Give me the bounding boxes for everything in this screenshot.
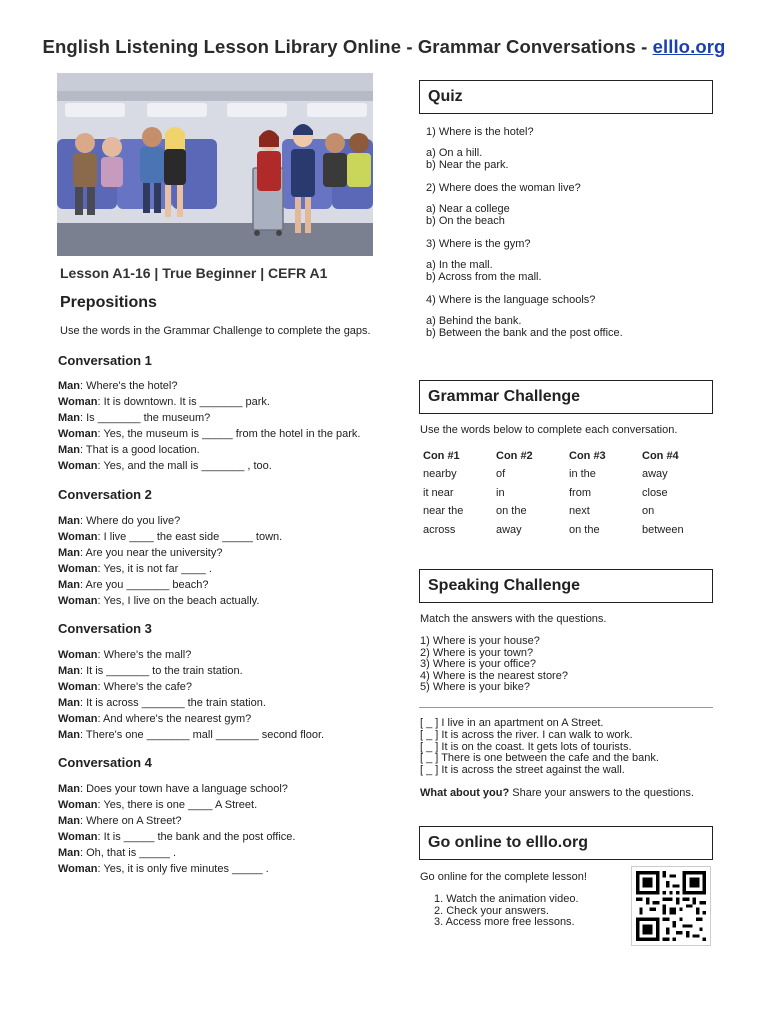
quiz-option: a) On a hill. — [426, 147, 483, 159]
go-online-steps — [434, 894, 579, 929]
speaking-questions — [420, 636, 568, 694]
quiz-option: b) Across from the mall. — [426, 270, 542, 283]
speaking-answer: [ _ ] It is across the river. I can walk to work. — [420, 728, 633, 741]
dialogue-line — [58, 561, 398, 577]
quiz-option: a) In the mall. — [426, 259, 493, 271]
conversation-2 — [58, 513, 398, 609]
line-text: : It is _______ to the train station. — [80, 665, 243, 677]
quiz-option: b) On the beach — [426, 214, 505, 227]
table-cell: away — [642, 468, 668, 480]
table-cell: nearby — [423, 468, 457, 480]
what-about-you — [420, 787, 694, 799]
quiz-item — [426, 294, 716, 339]
speaker: Man — [58, 847, 80, 859]
speaker: Man — [58, 547, 80, 559]
dialogue-line — [58, 529, 398, 545]
line-text: : And where's the nearest gym? — [97, 713, 252, 725]
table-cell: in — [496, 486, 505, 499]
speaking-answers — [420, 718, 659, 777]
speaker: Woman — [58, 460, 98, 472]
column-header: Con #1 — [423, 450, 460, 462]
line-text: : Is _______ the museum? — [80, 412, 211, 424]
quiz-option: b) Between the bank and the post office. — [426, 326, 623, 339]
quiz-option: b) Near the park. — [426, 158, 509, 171]
speaking-answer: [ _ ] I live in an apartment on A Street. — [420, 717, 604, 729]
table-cell: it near — [423, 486, 454, 499]
quiz-option: a) Near a college — [426, 203, 510, 215]
list-item: 1. Watch the animation video. — [434, 893, 579, 905]
page-title — [0, 36, 768, 58]
speaker: Man — [58, 579, 80, 591]
grammar-challenge-title: Grammar Challenge — [419, 380, 713, 414]
line-text: : It is across _______ the train station. — [80, 697, 266, 709]
speaker: Man — [58, 665, 80, 677]
column-header: Con #3 — [569, 450, 606, 462]
quiz-question: 4) Where is the language schools? — [426, 294, 596, 306]
lesson-meta: Lesson A1-16 | True Beginner | CEFR A1 — [60, 265, 328, 281]
table-row — [423, 524, 715, 543]
line-text: : Yes, there is one ____ A Street. — [97, 799, 258, 811]
table-cell: near the — [423, 505, 464, 518]
dialogue-line — [58, 410, 398, 426]
dialogue-line — [58, 781, 398, 797]
divider — [419, 707, 713, 708]
speaker: Man — [58, 815, 80, 827]
table-cell: on — [642, 505, 655, 518]
lesson-illustration — [57, 73, 373, 256]
speaker: Woman — [58, 863, 98, 875]
table-cell: next — [569, 505, 590, 518]
speaker: Man — [58, 729, 80, 741]
speaker: Woman — [58, 428, 98, 440]
quiz-question: 1) Where is the hotel? — [426, 126, 534, 138]
line-text: : There's one _______ mall _______ second floor. — [80, 729, 325, 741]
speaking-challenge-intro: Match the answers with the questions. — [420, 613, 607, 625]
line-text: : Oh, that is _____ . — [80, 847, 177, 859]
line-text: : Yes, I live on the beach actually. — [97, 595, 260, 607]
column-header: Con #4 — [642, 450, 679, 462]
speaker: Woman — [58, 799, 98, 811]
quiz-item — [426, 238, 716, 283]
line-text: : I live ____ the east side _____ town. — [97, 531, 283, 543]
line-text: : Where do you live? — [80, 515, 181, 527]
speaking-question: 2) Where is your town? — [420, 646, 534, 659]
dialogue-line — [58, 442, 398, 458]
speaker: Woman — [58, 681, 98, 693]
line-text: : Does your town have a language school? — [80, 783, 288, 795]
column-header: Con #2 — [496, 450, 533, 462]
line-text: : Where on A Street? — [80, 815, 182, 827]
table-cell: of — [496, 468, 506, 480]
speaker: Woman — [58, 396, 98, 408]
dialogue-line — [58, 679, 398, 695]
dialogue-line — [58, 378, 398, 394]
line-text: : Are you near the university? — [80, 547, 223, 559]
line-text: : Where's the hotel? — [80, 380, 178, 392]
line-text: : Where's the cafe? — [97, 681, 192, 693]
table-cell: across — [423, 523, 456, 536]
dialogue-line — [58, 426, 398, 442]
speaking-question: 4) Where is the nearest store? — [420, 669, 568, 682]
what-about-you-label: What about you? — [420, 787, 510, 799]
table-cell: on the — [569, 523, 600, 536]
table-cell: away — [496, 523, 522, 536]
grammar-challenge-intro: Use the words below to complete each conversation. — [420, 424, 678, 436]
table-row — [423, 487, 715, 506]
quiz-list — [426, 126, 716, 350]
conversation-3 — [58, 647, 398, 743]
speaking-answer: [ _ ] It is across the street against the wall. — [420, 764, 625, 777]
line-text: : That is a good location. — [80, 444, 200, 456]
speaking-question: 5) Where is your bike? — [420, 681, 531, 694]
dialogue-line — [58, 394, 398, 410]
speaker: Woman — [58, 595, 98, 607]
dialogue-line — [58, 727, 398, 743]
dialogue-line — [58, 545, 398, 561]
table-header-row — [423, 450, 715, 468]
speaking-answer: [ _ ] There is one between the cafe and the bank. — [420, 752, 659, 765]
table-cell: from — [569, 486, 591, 499]
dialogue-line — [58, 797, 398, 813]
go-online-title: Go online to elllo.org — [419, 826, 713, 860]
quiz-item — [426, 182, 716, 227]
speaker: Woman — [58, 831, 98, 843]
line-text: : Where's the mall? — [97, 649, 192, 661]
conversation-heading: Conversation 4 — [58, 755, 152, 770]
dialogue-line — [58, 711, 398, 727]
line-text: : Yes, the museum is _____ from the hotel in the park. — [97, 428, 361, 440]
conversation-heading: Conversation 1 — [58, 353, 152, 368]
dialogue-line — [58, 647, 398, 663]
dialogue-line — [58, 663, 398, 679]
line-text: : It is _____ the bank and the post office. — [97, 831, 296, 843]
list-item: 2. Check your answers. — [434, 904, 549, 917]
dialogue-line — [58, 593, 398, 609]
table-row — [423, 468, 715, 487]
speaking-challenge-title: Speaking Challenge — [419, 569, 713, 603]
speaking-question: 3) Where is your office? — [420, 658, 536, 671]
qr-code[interactable] — [631, 866, 711, 946]
quiz-item — [426, 126, 716, 171]
page-title-text: English Listening Lesson Library Online - Grammar Conversations - — [42, 36, 653, 57]
line-text: : Yes, it is only five minutes _____ . — [97, 863, 269, 875]
table-row — [423, 505, 715, 524]
conversation-heading: Conversation 2 — [58, 487, 152, 502]
dialogue-line — [58, 513, 398, 529]
dialogue-line — [58, 458, 398, 474]
what-about-you-text: Share your answers to the questions. — [509, 787, 694, 799]
go-online-intro: Go online for the complete lesson! — [420, 871, 587, 883]
speaker: Man — [58, 444, 80, 456]
quiz-question: 3) Where is the gym? — [426, 238, 531, 250]
speaker: Man — [58, 697, 80, 709]
dialogue-line — [58, 829, 398, 845]
table-cell: close — [642, 486, 668, 499]
dialogue-line — [58, 813, 398, 829]
list-item: 3. Access more free lessons. — [434, 916, 575, 929]
word-bank-table — [423, 450, 715, 542]
dialogue-line — [58, 577, 398, 593]
speaker: Man — [58, 380, 80, 392]
line-text: : Yes, and the mall is _______ , too. — [97, 460, 272, 472]
quiz-option: a) Behind the bank. — [426, 315, 522, 327]
quiz-title: Quiz — [419, 80, 713, 114]
line-text: : Yes, it is not far ____ . — [97, 563, 212, 575]
table-cell: in the — [569, 468, 596, 480]
lesson-instructions: Use the words in the Grammar Challenge to complete the gaps. — [60, 325, 371, 337]
speaker: Man — [58, 515, 80, 527]
speaker: Woman — [58, 713, 98, 725]
table-cell: on the — [496, 505, 527, 518]
conversation-4 — [58, 781, 398, 877]
dialogue-line — [58, 861, 398, 877]
speaker: Woman — [58, 563, 98, 575]
site-link[interactable]: elllo.org — [652, 36, 726, 57]
speaker: Man — [58, 783, 80, 795]
line-text: : It is downtown. It is _______ park. — [97, 396, 270, 408]
lesson-topic: Prepositions — [60, 294, 157, 311]
conversation-heading: Conversation 3 — [58, 621, 152, 636]
dialogue-line — [58, 845, 398, 861]
table-cell: between — [642, 523, 684, 536]
speaker: Woman — [58, 649, 98, 661]
dialogue-line — [58, 695, 398, 711]
conversation-1 — [58, 378, 398, 474]
speaking-answer: [ _ ] It is on the coast. It gets lots of tourists. — [420, 740, 632, 753]
speaker: Woman — [58, 531, 98, 543]
speaking-question: 1) Where is your house? — [420, 635, 540, 647]
speaker: Man — [58, 412, 80, 424]
quiz-question: 2) Where does the woman live? — [426, 182, 581, 194]
line-text: : Are you _______ beach? — [80, 579, 209, 591]
